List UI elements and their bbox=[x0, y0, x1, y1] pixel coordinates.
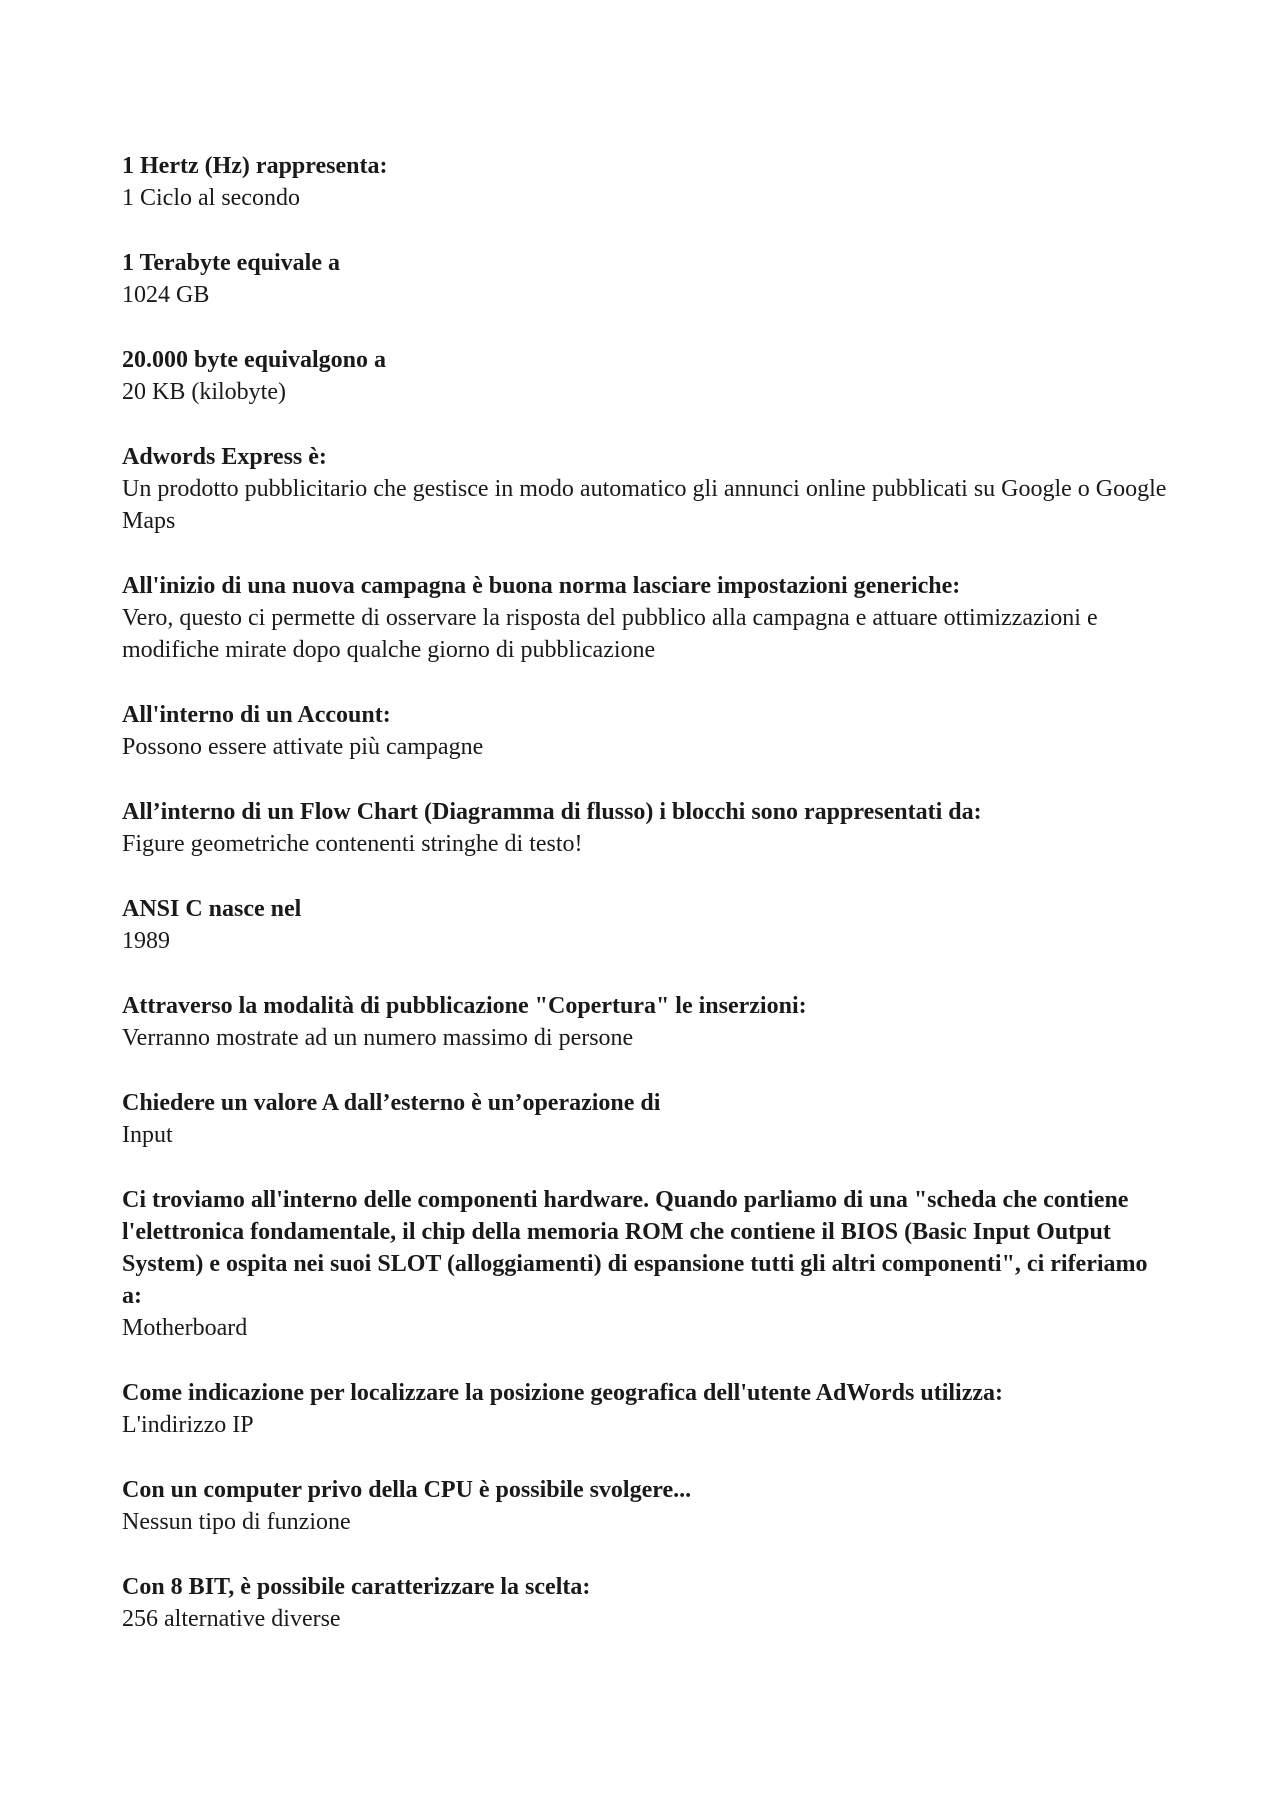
question-text: All'interno di un Account: bbox=[122, 702, 391, 728]
answer-text: 256 alternative diverse bbox=[122, 1606, 341, 1632]
qa-item bbox=[122, 150, 1172, 214]
answer-text: Vero, questo ci permette di osservare la risposta del pubblico alla campagna e attuare ottimizzazioni e modifiche mirate dopo qualche giorno di pubblicazione bbox=[122, 605, 1098, 663]
qa-item bbox=[122, 1474, 1172, 1538]
answer-text: Possono essere attivate più campagne bbox=[122, 734, 484, 760]
question-text: Con un computer privo della CPU è possibile svolgere... bbox=[122, 1477, 692, 1503]
qa-item bbox=[122, 1377, 1172, 1441]
qa-item bbox=[122, 344, 1172, 408]
qa-item bbox=[122, 247, 1172, 311]
answer-text: L'indirizzo IP bbox=[122, 1412, 254, 1438]
question-text: Chiedere un valore A dall’esterno è un’operazione di bbox=[122, 1090, 661, 1116]
question-text: 20.000 byte equivalgono a bbox=[122, 347, 387, 373]
answer-text: Verranno mostrate ad un numero massimo di persone bbox=[122, 1025, 634, 1051]
question-text: Come indicazione per localizzare la posizione geografica dell'utente AdWords utilizza: bbox=[122, 1380, 1003, 1406]
answer-text: 1024 GB bbox=[122, 282, 210, 308]
qa-item bbox=[122, 1184, 1172, 1344]
answer-text: Motherboard bbox=[122, 1315, 248, 1341]
answer-text: Input bbox=[122, 1122, 173, 1148]
answer-text: Figure geometriche contenenti stringhe di testo! bbox=[122, 831, 583, 857]
answer-text: Un prodotto pubblicitario che gestisce in modo automatico gli annunci online pubblicati su Google o Google Maps bbox=[122, 476, 1167, 534]
qa-item bbox=[122, 699, 1172, 763]
question-text: 1 Terabyte equivale a bbox=[122, 250, 341, 276]
question-text: Ci troviamo all'interno delle componenti hardware. Quando parliamo di una "scheda che contiene l'elettronica fondamentale, il chip della memoria ROM che contiene il BIOS (Basic Input Output System) e ospita nei suoi SLOT (alloggiamenti) di espansione tutti gli altri componenti", ci riferiamo a: bbox=[122, 1187, 1148, 1309]
question-text: Con 8 BIT, è possibile caratterizzare la scelta: bbox=[122, 1574, 591, 1600]
document-page bbox=[122, 150, 1172, 1668]
qa-item bbox=[122, 1087, 1172, 1151]
question-text: Attraverso la modalità di pubblicazione "Copertura" le inserzioni: bbox=[122, 993, 807, 1019]
answer-text: 1989 bbox=[122, 928, 170, 954]
question-text: All’interno di un Flow Chart (Diagramma di flusso) i blocchi sono rappresentati da: bbox=[122, 799, 982, 825]
qa-item bbox=[122, 796, 1172, 860]
question-text: All'inizio di una nuova campagna è buona norma lasciare impostazioni generiche: bbox=[122, 573, 961, 599]
answer-text: 1 Ciclo al secondo bbox=[122, 185, 300, 211]
qa-item bbox=[122, 1571, 1172, 1635]
answer-text: Nessun tipo di funzione bbox=[122, 1509, 351, 1535]
qa-item bbox=[122, 990, 1172, 1054]
question-text: 1 Hertz (Hz) rappresenta: bbox=[122, 153, 388, 179]
question-text: Adwords Express è: bbox=[122, 444, 327, 470]
qa-item bbox=[122, 893, 1172, 957]
qa-item bbox=[122, 570, 1172, 666]
answer-text: 20 KB (kilobyte) bbox=[122, 379, 286, 405]
qa-item bbox=[122, 441, 1172, 537]
question-text: ANSI C nasce nel bbox=[122, 896, 302, 922]
